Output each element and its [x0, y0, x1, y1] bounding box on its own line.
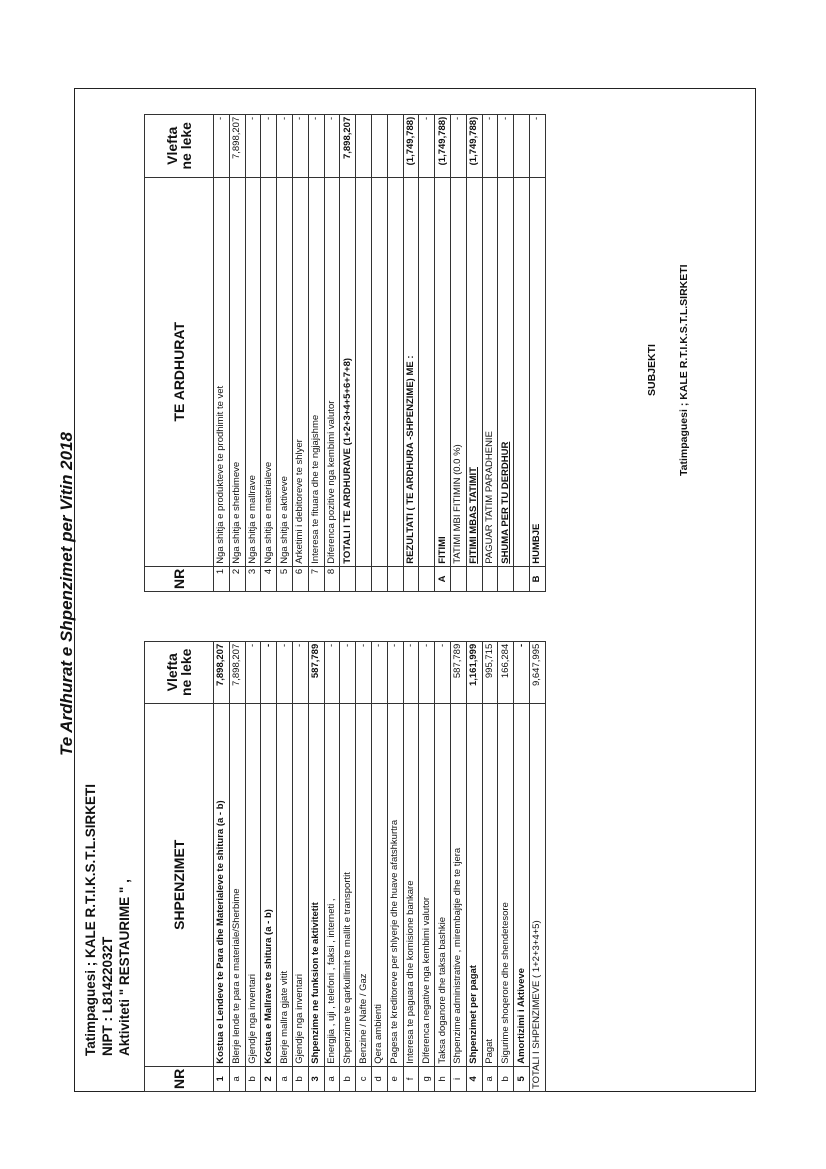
revenues-table — [144, 114, 546, 592]
expense-nr: g — [419, 1066, 435, 1091]
expense-row — [308, 641, 324, 1091]
revenue-nr: 7 — [308, 566, 324, 591]
expense-desc: Shpenzime administrative , mirembajtje dhe te tjera — [450, 703, 466, 1066]
expense-desc: Shpenzime ne funksion te aktivitetit — [308, 703, 324, 1066]
prepaid-value: - — [482, 114, 498, 177]
loss-label: HUMBJE — [529, 177, 545, 566]
expenses-table — [144, 641, 546, 1092]
profit-value: (1,749,788) — [435, 114, 451, 177]
expense-desc: Pagesa te kreditoreve per shlyerje dhe huave afatshkurtra — [387, 703, 403, 1066]
expenses-value-header-line2: ne leke — [178, 648, 194, 697]
tax-value: - — [450, 114, 466, 177]
expense-nr: a — [324, 1066, 340, 1091]
revenues-value-header-line2: ne leke — [178, 122, 194, 170]
prepaid-row — [482, 114, 498, 591]
revenue-desc: Nga shitja e produkteve te prodhimit te vet — [214, 177, 230, 566]
revenue-row — [308, 114, 324, 591]
expense-value: 1,161,999 — [466, 641, 482, 703]
expense-row — [277, 641, 293, 1091]
expense-nr: a — [482, 1066, 498, 1091]
revenue-value: - — [245, 114, 261, 177]
revenue-row — [277, 114, 293, 591]
expense-row — [403, 641, 419, 1091]
expenses-value-header-line1: Vlefta — [164, 653, 180, 692]
rotated-page — [53, 72, 783, 1116]
revenue-row — [324, 114, 340, 591]
revenue-value: - — [292, 114, 308, 177]
revenues-desc-header: TE ARDHURAT — [145, 177, 214, 566]
net-profit-value: (1,749,788) — [466, 114, 482, 177]
expense-value: 587,789 — [308, 641, 324, 703]
expense-desc: Pagat — [482, 703, 498, 1066]
expense-value: - — [324, 641, 340, 703]
expense-desc: Kostua e Mallrave te shitura (a - b) — [261, 703, 277, 1066]
expense-value: - — [419, 641, 435, 703]
expense-value: 166,284 — [498, 641, 514, 703]
expense-nr: h — [435, 1066, 451, 1091]
expense-value: - — [292, 641, 308, 703]
tax-label: TATIMI MBI FITIMIN (0.0 %) — [450, 177, 466, 566]
expense-desc: Gjendje nga inventari — [292, 703, 308, 1066]
net-profit-label: FITIMI MBAS TATIMIT — [466, 177, 482, 566]
expense-desc: Diferenca negative nga kembimi valutor — [419, 703, 435, 1066]
profit-label: FITIMI — [435, 177, 451, 566]
expense-value: - — [387, 641, 403, 703]
expense-desc: Amortizimi i Aktiveve — [514, 703, 530, 1066]
expense-desc: Benzine / Nafte / Gaz — [356, 703, 372, 1066]
subject-label: SUBJEKTI — [646, 344, 658, 396]
expense-nr: d — [371, 1066, 387, 1091]
expense-row — [450, 641, 466, 1091]
expense-nr: b — [245, 1066, 261, 1091]
expense-row — [466, 641, 482, 1091]
result-label: REZULTATI ( TE ARDHURA -SHPENZIME) ME : — [403, 177, 419, 566]
revenues-body — [214, 114, 340, 591]
revenue-value: - — [308, 114, 324, 177]
expense-value: - — [277, 641, 293, 703]
revenue-nr: 2 — [229, 566, 245, 591]
revenue-desc: Interesa te fituara dhe te ngjajshme — [308, 177, 324, 566]
expense-desc: Taksa doganore dhe taksa bashkie — [435, 703, 451, 1066]
expense-nr: a — [277, 1066, 293, 1091]
expense-value: - — [245, 641, 261, 703]
expense-value: 7,898,207 — [214, 641, 230, 703]
revenue-desc: Diferenca pozitive nga kembimi valutor — [324, 177, 340, 566]
expense-nr: 1 — [214, 1066, 230, 1091]
expense-desc: Qera ambienti — [371, 703, 387, 1066]
revenue-nr: 3 — [245, 566, 261, 591]
expense-row — [419, 641, 435, 1091]
revenues-header-row — [145, 114, 214, 591]
to-pay-row — [498, 114, 514, 591]
revenue-nr: 1 — [214, 566, 230, 591]
revenues-total-value: 7,898,207 — [340, 114, 356, 177]
expense-row — [482, 641, 498, 1091]
expense-desc: Sigurime shoqerore dhe shendetesore — [498, 703, 514, 1066]
revenue-nr: 4 — [261, 566, 277, 591]
expense-nr: 5 — [514, 1066, 530, 1091]
revenue-value: - — [214, 114, 230, 177]
expense-nr: a — [229, 1066, 245, 1091]
revenue-row — [261, 114, 277, 591]
revenue-value: - — [324, 114, 340, 177]
revenues-total-row — [340, 114, 356, 591]
activity-line: Aktiviteti " RESTAURIME " , — [117, 879, 132, 1056]
expense-row — [435, 641, 451, 1091]
expense-value: 7,898,207 — [229, 641, 245, 703]
expense-value: - — [261, 641, 277, 703]
expense-row — [245, 641, 261, 1091]
revenue-desc: Nga shitja e materialeve — [261, 177, 277, 566]
expense-desc: Gjendje nga inventari — [245, 703, 261, 1066]
expense-desc: Blerje lende te para e materiale/Sherbime — [229, 703, 245, 1066]
expense-row — [229, 641, 245, 1091]
expense-value: - — [356, 641, 372, 703]
expense-nr: 4 — [466, 1066, 482, 1091]
expenses-nr-header: NR — [145, 1066, 214, 1091]
expense-row — [292, 641, 308, 1091]
expense-desc: Interesa te paguara dhe komisione bankare — [403, 703, 419, 1066]
expense-nr: c — [356, 1066, 372, 1091]
revenue-row — [229, 114, 245, 591]
revenue-desc: Arketimi i debitoreve te shlyer — [292, 177, 308, 566]
revenue-value: 7,898,207 — [229, 114, 245, 177]
expense-value: - — [403, 641, 419, 703]
expense-nr: b — [340, 1066, 356, 1091]
expense-value: 995,715 — [482, 641, 498, 703]
expense-nr: b — [498, 1066, 514, 1091]
revenues-total-label: TOTALI I TE ARDHURAVE (1+2+3+4+5+6+7+8) — [340, 177, 356, 566]
expense-row — [324, 641, 340, 1091]
revenue-desc: Nga shitja e aktiveve — [277, 177, 293, 566]
expense-value: - — [371, 641, 387, 703]
taxpayer-line: Tatimpaguesi ; KALE R.T.I.K.S.T.L.SIRKETI — [83, 783, 98, 1056]
loss-value: - — [529, 114, 545, 177]
expenses-desc-header: SHPENZIMET — [145, 703, 214, 1066]
revenue-nr: 5 — [277, 566, 293, 591]
result-extra-row — [419, 114, 435, 591]
profit-row — [435, 114, 451, 591]
expense-value: - — [340, 641, 356, 703]
revenue-row — [292, 114, 308, 591]
loss-nr: B — [529, 566, 545, 591]
expense-desc: Energjia , uji , telefoni , faksi , interneti , — [324, 703, 340, 1066]
tax-row — [450, 114, 466, 591]
expenses-total-value: 9,647,995 — [529, 641, 545, 703]
revenue-row — [245, 114, 261, 591]
revenue-nr: 8 — [324, 566, 340, 591]
expense-row — [498, 641, 514, 1091]
expense-value: - — [514, 641, 530, 703]
revenue-desc: Nga shitja e sherbimeve — [229, 177, 245, 566]
net-profit-row — [466, 114, 482, 591]
result-value: (1,749,788) — [403, 114, 419, 177]
expense-value: - — [435, 641, 451, 703]
expense-row — [387, 641, 403, 1091]
expense-nr: 3 — [308, 1066, 324, 1091]
expense-value: 587,789 — [450, 641, 466, 703]
expense-desc: Shpenzimet per pagat — [466, 703, 482, 1066]
expense-desc: Kostua e Lendeve te Para dhe Materialeve te shitura (a - b) — [214, 703, 230, 1066]
expense-row — [261, 641, 277, 1091]
expenses-total-row — [529, 641, 545, 1091]
revenue-value: - — [261, 114, 277, 177]
result-row — [403, 114, 419, 591]
revenue-desc: Nga shitja e mallrave — [245, 177, 261, 566]
expense-row — [356, 641, 372, 1091]
expense-row — [514, 641, 530, 1091]
expense-nr: f — [403, 1066, 419, 1091]
revenue-row — [214, 114, 230, 591]
expenses-value-header — [145, 641, 214, 703]
expense-nr: e — [387, 1066, 403, 1091]
result-extra-value: - — [419, 114, 435, 177]
to-pay-value: - — [498, 114, 514, 177]
expense-nr: i — [450, 1066, 466, 1091]
revenue-value: - — [277, 114, 293, 177]
loss-row — [529, 114, 545, 591]
profit-nr: A — [435, 566, 451, 591]
expenses-total-label: TOTALI I SHPENZIMEVE ( 1+2+3+4+5) — [529, 703, 545, 1091]
expense-row — [214, 641, 230, 1091]
nipt-line: NIPT : L81422032T — [100, 936, 115, 1056]
revenues-nr-header: NR — [145, 566, 214, 591]
expense-nr: b — [292, 1066, 308, 1091]
expenses-header-row — [145, 641, 214, 1091]
expense-row — [371, 641, 387, 1091]
expense-row — [340, 641, 356, 1091]
expense-desc: Blerje mallra gjate vitit — [277, 703, 293, 1066]
to-pay-label: SHUMA PER TU DERDHUR — [498, 177, 514, 566]
revenue-nr: 6 — [292, 566, 308, 591]
page-title: Te Ardhurat e Shpenzimet per Vitin 2018 — [57, 431, 76, 757]
prepaid-label: PAGUAR TATIM PARADHENIE — [482, 177, 498, 566]
expense-desc: Shpenzime te qarkullimit te mallit e transportit — [340, 703, 356, 1066]
expenses-body — [214, 641, 530, 1091]
revenues-value-header — [145, 114, 214, 177]
expense-nr: 2 — [261, 1066, 277, 1091]
revenues-value-header-line1: Vlefta — [164, 126, 180, 165]
subject-taxpayer: Tatimpaguesi ; KALE R.T.I.K.S.T.L.SIRKETI — [678, 264, 690, 476]
